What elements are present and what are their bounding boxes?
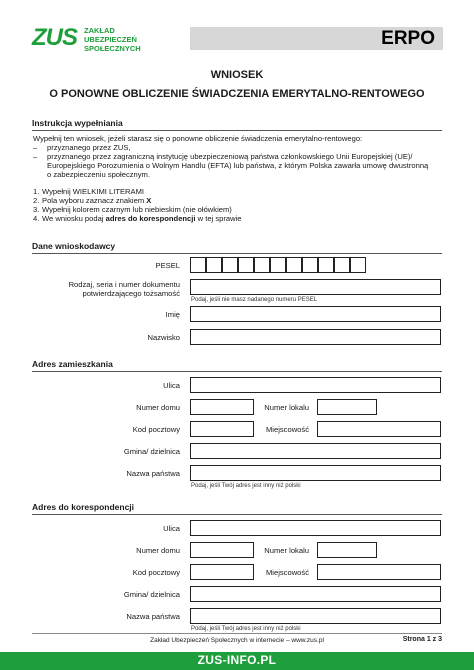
dash-symbol: – [33,152,38,161]
residence-postcode-label: Kod pocztowy [132,425,180,434]
residence-flat-label: Numer lokalu [264,403,309,412]
pesel-digit[interactable] [206,257,222,273]
residence-heading: Adres zamieszkania [32,359,442,372]
logo-mark: ZUS [32,24,77,51]
pesel-digit[interactable] [334,257,350,273]
footer-divider [32,633,442,634]
applicant-heading: Dane wnioskodawcy [32,241,442,254]
residence-street-label: Ulica [163,381,180,390]
brand-text: ZUS-INFO.PL [197,653,277,667]
logo-line-2: UBEZPIECZEŃ [84,35,137,44]
logo-line-1: ZAKŁAD [84,26,115,35]
dash-text: przyznanego przez ZUS, [47,143,131,152]
corr-municipality-field[interactable] [190,586,441,602]
corr-postcode-field[interactable] [190,564,254,580]
id-document-hint: Podaj, jeśli nie masz nadanego numeru PESEL [191,297,318,303]
dash-text-line-3: o zabezpieczeniu społecznym. [47,170,150,180]
instruction-number: 4. [33,214,40,223]
residence-country-hint: Podaj, jeśli Twój adres jest inny niż polski [191,483,301,489]
page-number: Strona 1 z 3 [402,636,442,643]
id-document-label [69,280,180,298]
corr-street-label: Ulica [163,524,180,533]
residence-city-label: Miejscowość [265,425,309,434]
corr-city-field[interactable] [317,564,441,580]
corr-flat-label: Numer lokalu [264,546,309,555]
instructions-intro: Wypełnij ten wniosek, jeżeli starasz się o ponowne obliczenie świadczenia emerytalno-rentowego: [33,134,363,143]
pesel-digit[interactable] [302,257,318,273]
instruction-3 [33,205,448,214]
residence-house-field[interactable] [190,399,254,415]
dash-text-line-2: Europejskiego Porozumienia o Wolnym Handlu (EFTA) lub państwa, z którym Polska zawarła umowę dwustronną [47,161,429,171]
last-name-label: Nazwisko [147,333,180,342]
pesel-digit[interactable] [190,257,206,273]
residence-municipality-label: Gmina/ dzielnica [123,447,180,456]
residence-country-label: Nazwa państwa [126,469,180,478]
footer-text: Zakład Ubezpieczeń Społecznych w internecie – www.zus.pl [150,637,324,644]
pesel-digit[interactable] [318,257,334,273]
corr-flat-field[interactable] [317,542,377,558]
instruction-text: Wypełnij kolorem czarnym lub niebieskim (nie ołówkiem) [42,205,232,214]
residence-house-label: Numer domu [136,403,180,412]
corr-postcode-label: Kod pocztowy [132,568,180,577]
dash-symbol: – [33,143,38,152]
instruction-text-bold: adres do korespondencji [105,214,196,223]
document-code-bar [190,27,443,50]
corr-country-hint: Podaj, jeśli Twój adres jest inny niż polski [191,626,301,632]
pesel-label: PESEL [155,261,180,270]
pesel-field[interactable] [190,257,366,273]
instruction-number: 3. [33,205,40,214]
instruction-text-post: w tej sprawie [195,214,242,223]
corr-house-field[interactable] [190,542,254,558]
id-document-label-line-2: potwierdzającego tożsamość [82,289,180,298]
last-name-field[interactable] [190,329,441,345]
instruction-2 [33,196,448,205]
residence-street-field[interactable] [190,377,441,393]
instruction-text: Wypełnij WIELKIMI LITERAMI [42,187,145,196]
instruction-text [33,196,448,205]
residence-municipality-field[interactable] [190,443,441,459]
instruction-text [33,214,448,223]
logo-line-3: SPOŁECZNYCH [84,44,141,53]
pesel-digit[interactable] [270,257,286,273]
document-code: ERPO [381,28,435,49]
correspondence-heading: Adres do korespondencji [32,502,442,515]
brand-bar [0,652,474,670]
instruction-number: 1. [33,187,40,196]
corr-house-label: Numer domu [136,546,180,555]
instruction-text-pre: We wniosku podaj [42,214,106,223]
first-name-field[interactable] [190,306,441,322]
instruction-text-pre: Pola wyboru zaznacz znakiem [42,196,147,205]
instructions-heading: Instrukcja wypełniania [32,118,442,131]
pesel-digit[interactable] [350,257,366,273]
id-document-label-line-1: Rodzaj, seria i numer dokumentu [68,280,180,289]
id-document-field[interactable] [190,279,441,295]
residence-postcode-field[interactable] [190,421,254,437]
logo-text [84,26,141,53]
dash-text-line-1: przyznanego przez zagraniczną instytucję ubezpieczeniową państwa członkowskiego Unii Europejskiej (UE)/ [47,152,413,161]
form-subtitle: O PONOWNE OBLICZENIE ŚWIADCZENIA EMERYTALNO-RENTOWEGO [49,88,425,100]
form-title: WNIOSEK [210,69,264,81]
instruction-1 [33,187,448,196]
residence-country-field[interactable] [190,465,441,481]
instruction-dash-2 [33,152,448,180]
pesel-digit[interactable] [286,257,302,273]
corr-country-field[interactable] [190,608,441,624]
instruction-number: 2. [33,196,40,205]
corr-country-label: Nazwa państwa [126,612,180,621]
pesel-digit[interactable] [254,257,270,273]
corr-street-field[interactable] [190,520,441,536]
residence-flat-field[interactable] [317,399,377,415]
instruction-text-bold: X [146,196,152,205]
instruction-4 [33,214,448,223]
corr-city-label: Miejscowość [265,568,309,577]
corr-municipality-label: Gmina/ dzielnica [123,590,180,599]
residence-city-field[interactable] [317,421,441,437]
zus-logo [32,24,152,58]
instruction-dash-1 [33,143,448,152]
first-name-label: Imię [165,310,180,319]
pesel-digit[interactable] [238,257,254,273]
pesel-digit[interactable] [222,257,238,273]
